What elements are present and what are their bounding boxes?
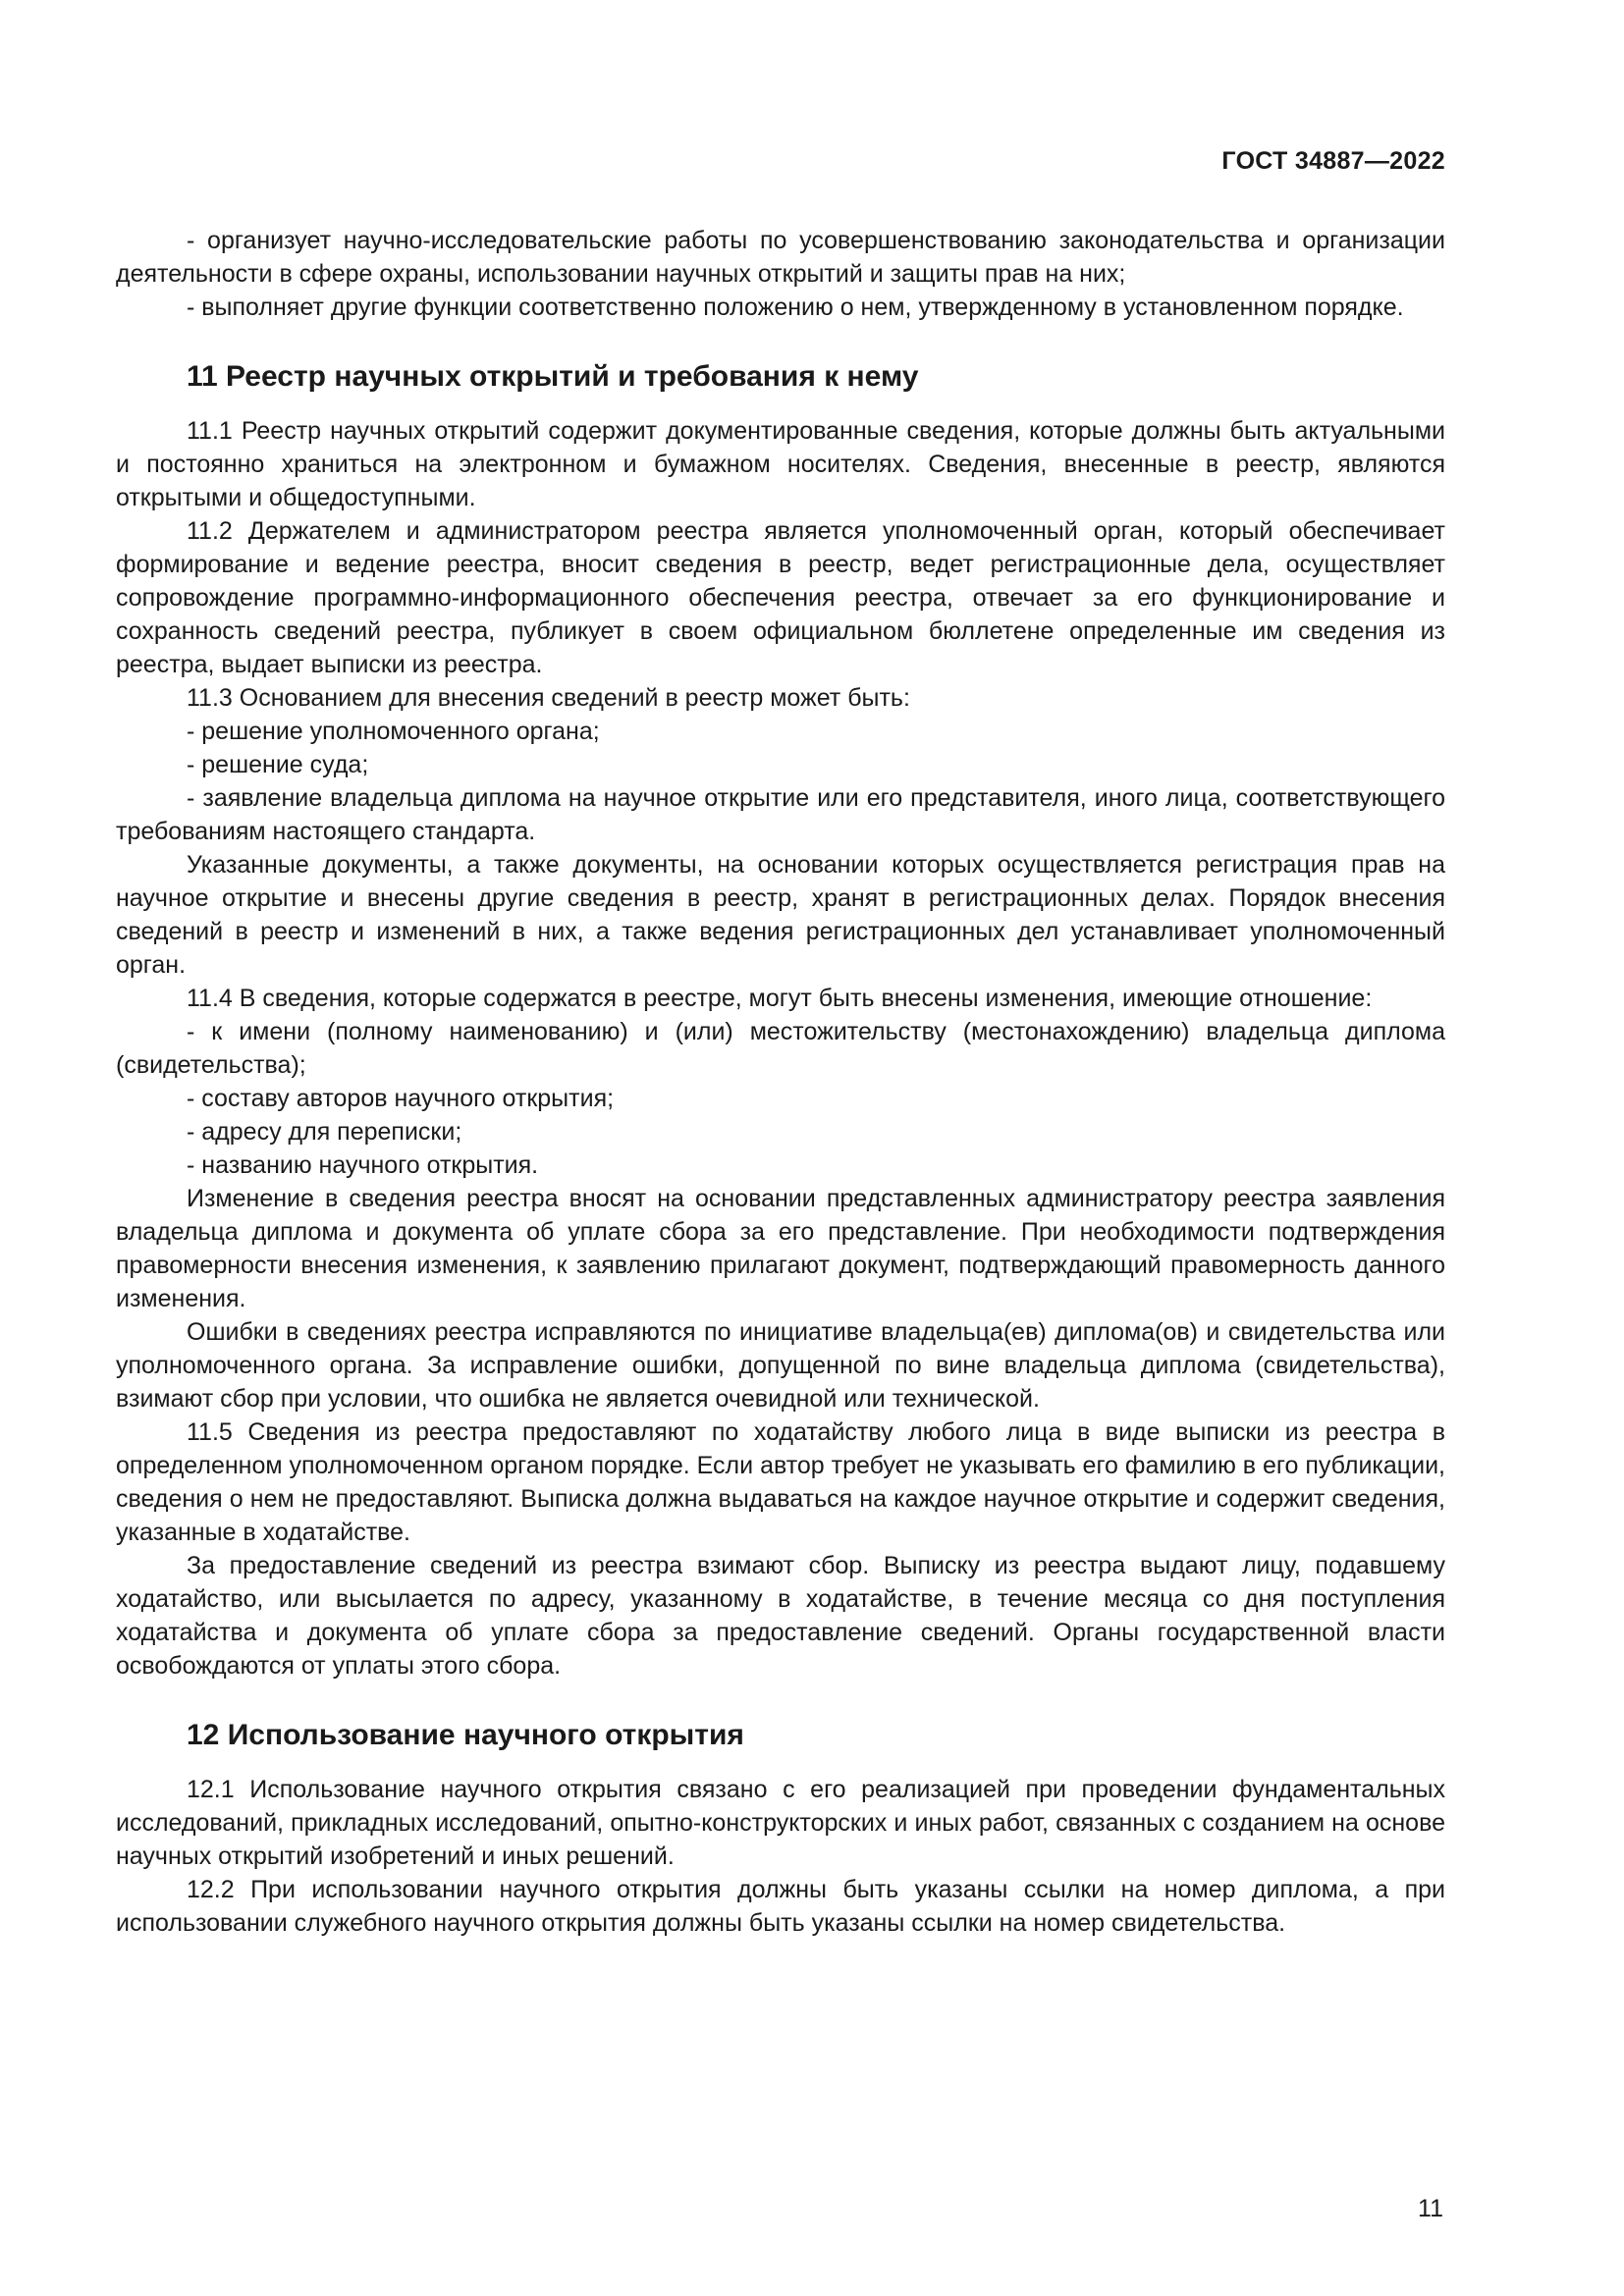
page-number: 11: [1418, 2195, 1443, 2222]
document-body: [116, 224, 1445, 1940]
paragraph-12-1: 12.1 Использование научного открытия связано с его реализацией при проведении фундаментальных исследований, прикладных исследований, опытно-конструкторских и иных работ, связанных с созданием на основе научных открытий изобретений и иных решений.: [116, 1776, 1445, 1870]
intro-list-item: - организует научно-исследовательские работы по усовершенствованию законодательства и организации деятельности в сфере охраны, использовании научных открытий и защиты прав на них;: [116, 227, 1445, 288]
section-11-heading: 11 Реестр научных открытий и требования к нему: [187, 360, 919, 393]
list-item: - решение уполномоченного органа;: [187, 718, 600, 745]
paragraph-11-1: 11.1 Реестр научных открытий содержит документированные сведения, которые должны быть актуальными и постоянно храниться на электронном и бумажном носителях. Сведения, внесенные в реестр, являются открытыми и общедоступными.: [116, 417, 1445, 511]
paragraph-12-2: 12.2 При использовании научного открытия должны быть указаны ссылки на номер диплома, а при использовании служебного научного открытия должны быть указаны ссылки на номер свидетельства.: [116, 1876, 1445, 1937]
paragraph-11-5: 11.5 Сведения из реестра предоставляют по ходатайству любого лица в виде выписки из реестра в определенном уполномоченном органом порядке. Если автор требует не указывать его фамилию в его публикации, сведения о нем не предоставляют. Выписка должна выдаваться на каждое научное открытие и содержит сведения, указанные в ходатайстве.: [116, 1418, 1445, 1546]
paragraph-11-4: 11.4 В сведения, которые содержатся в реестре, могут быть внесены изменения, имеющие отношение:: [187, 985, 1373, 1012]
document-standard-id: ГОСТ 34887—2022: [1221, 147, 1445, 175]
list-item: - заявление владельца диплома на научное открытие или его представителя, иного лица, соответствующего требованиям настоящего стандарта.: [116, 784, 1445, 845]
paragraph-11-3: 11.3 Основанием для внесения сведений в реестр может быть:: [187, 684, 910, 712]
paragraph-11-2: 11.2 Держателем и администратором реестра является уполномоченный орган, который обеспечивает формирование и ведение реестра, вносит сведения в реестр, ведет регистрационные дела, осуществляет сопровождение программно-информационного обеспечения реестра, отвечает за его функционирование и сохранность сведений реестра, публикует в своем официальном бюллетене определенные им сведения из реестра, выдает выписки из реестра.: [116, 517, 1445, 678]
list-item: - решение суда;: [187, 751, 369, 778]
paragraph: Указанные документы, а также документы, на основании которых осуществляется регистрация прав на научное открытие и внесены другие сведения в реестр, хранят в регистрационных делах. Порядок внесения сведений в реестр и изменений в них, а также ведения регистрационных дел устанавливает уполномоченный орган.: [116, 851, 1445, 979]
paragraph: За предоставление сведений из реестра взимают сбор. Выписку из реестра выдают лицу, подавшему ходатайство, или высылается по адресу, указанному в ходатайстве, в течение месяца со дня поступления ходатайства и документа об уплате сбора за предоставление сведений. Органы государственной власти освобождаются от уплаты этого сбора.: [116, 1552, 1445, 1680]
list-item: - адресу для переписки;: [187, 1118, 462, 1146]
intro-list-item: - выполняет другие функции соответственно положению о нем, утвержденному в установленном порядке.: [187, 294, 1404, 321]
paragraph: Изменение в сведения реестра вносят на основании представленных администратору реестра заявления владельца диплома и документа об уплате сбора за его представление. При необходимости подтверждения правомерности внесения изменения, к заявлению прилагают документ, подтверждающий правомерность данного изменения.: [116, 1185, 1445, 1312]
paragraph: Ошибки в сведениях реестра исправляются по инициативе владельца(ев) диплома(ов) и свидетельства или уполномоченного органа. За исправление ошибки, допущенной по вине владельца диплома (свидетельства), взимают сбор при условии, что ошибка не является очевидной или технической.: [116, 1318, 1445, 1413]
list-item: - составу авторов научного открытия;: [187, 1085, 615, 1112]
section-12-heading: 12 Использование научного открытия: [187, 1719, 744, 1751]
list-item: - к имени (полному наименованию) и (или) местожительству (местонахождению) владельца диплома (свидетельства);: [116, 1018, 1445, 1079]
list-item: - названию научного открытия.: [187, 1151, 539, 1179]
